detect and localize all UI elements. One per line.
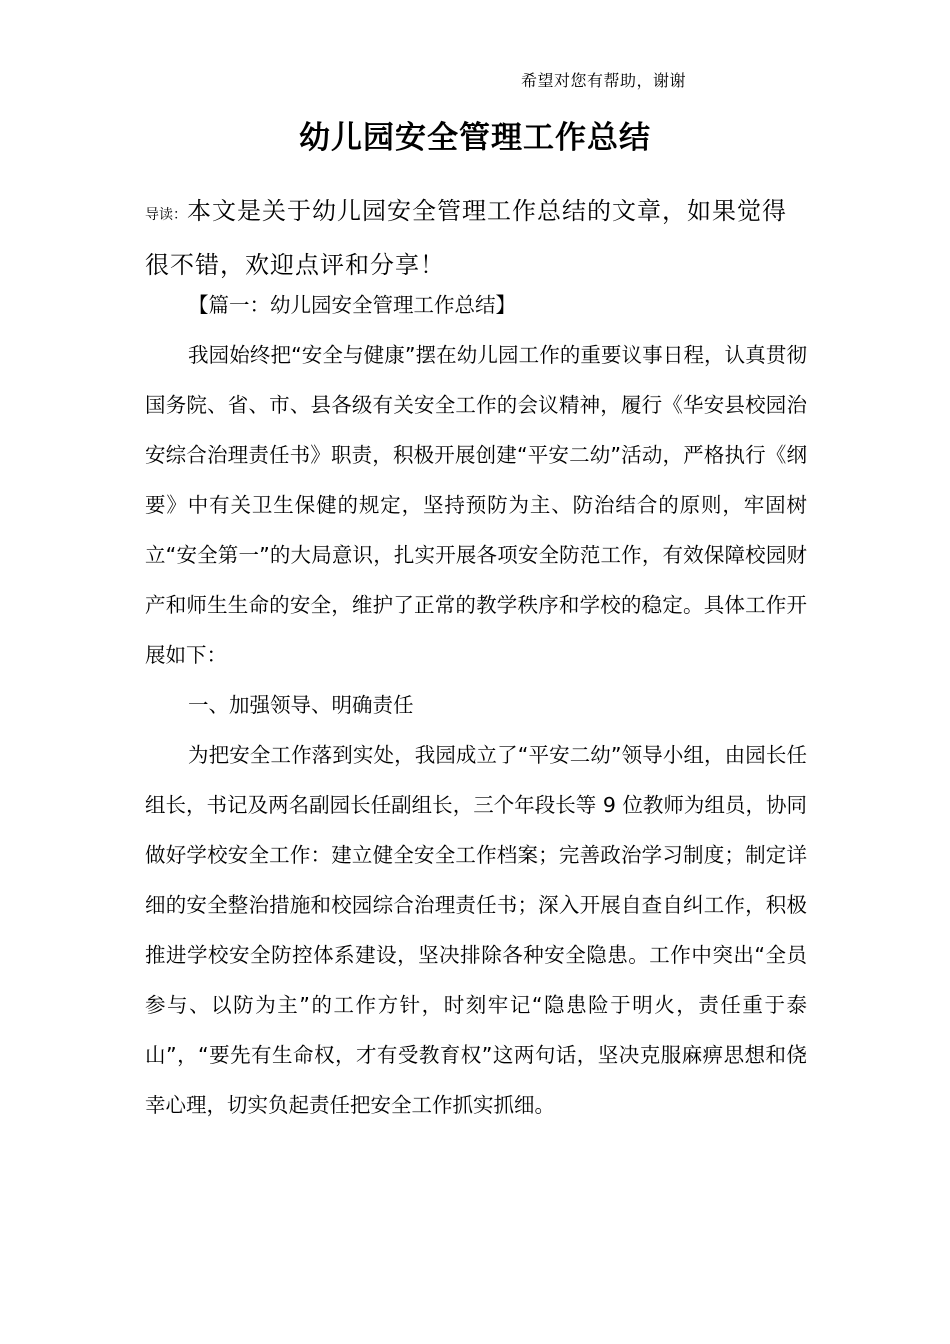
- intro-lead-label: 导读：: [145, 207, 187, 223]
- document-title: 幼儿园安全管理工作总结: [299, 120, 651, 156]
- document-body: [145, 280, 807, 1130]
- paragraph-2: 为把安全工作落到实处，我园成立了“平安二幼”领导小组，由园长任组长，书记及两名副园长任副组长，三个年段长等 9 位教师为组员，协同做好学校安全工作：建立健全安全工作档案；完善政治学习制度；制定详细的安全整治措施和校园综合治理责任书；深入开展自查自纠工作，积极推进学校安全防控体系建设，坚决排除各种安全隐患。工作中突出“全员参与、以防为主”的工作方针，时刻牢记“隐患险于明火，责任重于泰山”，“要先有生命权，才有受教育权”这两句话，坚决克服麻痹思想和侥幸心理，切实负起责任把安全工作抓实抓细。: [145, 743, 807, 1117]
- section-1-heading: 一、加强领导、明确责任: [188, 693, 414, 717]
- header-note: 希望对您有帮助，谢谢: [521, 71, 687, 90]
- intro-paragraph: [145, 186, 810, 290]
- intro-text: 本文是关于幼儿园安全管理工作总结的文章，如果觉得很不错，欢迎点评和分享！: [145, 197, 787, 279]
- chapter-heading: 【篇一：幼儿园安全管理工作总结】: [188, 293, 517, 317]
- paragraph-1: 我园始终把“安全与健康”摆在幼儿园工作的重要议事日程，认真贯彻国务院、省、市、县各级有关安全工作的会议精神，履行《华安县校园治安综合治理责任书》职责，积极开展创建“平安二幼”活动，严格执行《纲要》中有关卫生保健的规定，坚持预防为主、防治结合的原则，牢固树立“安全第一”的大局意识，扎实开展各项安全防范工作，有效保障校园财产和师生生命的安全，维护了正常的教学秩序和学校的稳定。具体工作开展如下：: [145, 343, 807, 667]
